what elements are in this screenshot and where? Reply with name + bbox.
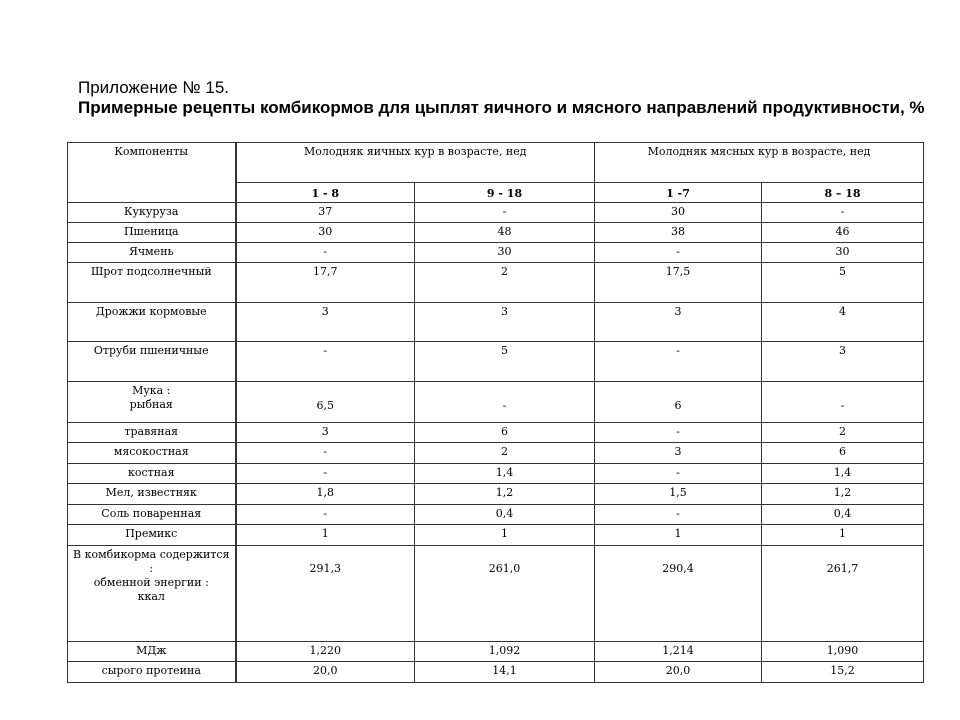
value-cell: - xyxy=(595,243,762,263)
header-age: 1 - 8 xyxy=(236,183,415,203)
header-age: 1 -7 xyxy=(595,183,762,203)
value-cell: 1 xyxy=(762,525,924,546)
header-meat-group: Молодняк мясных кур в возрасте, нед xyxy=(595,143,924,183)
value-cell: 3 xyxy=(236,423,415,443)
value-cell: 1 xyxy=(595,525,762,546)
header-egg-group: Молодняк яичных кур в возрасте, нед xyxy=(236,143,595,183)
value-cell: 1,220 xyxy=(236,642,415,662)
table-title: Примерные рецепты комбикормов для цыплят яичного и мясного направлений продуктивности, % xyxy=(78,98,925,117)
value-cell: 2 xyxy=(415,263,595,303)
component-name-line: Мука : xyxy=(132,384,171,397)
value-cell: 1 xyxy=(236,525,415,546)
value-cell: 30 xyxy=(762,243,924,263)
value-cell: - xyxy=(236,505,415,525)
table-row xyxy=(68,443,924,464)
value-cell: 1,090 xyxy=(762,642,924,662)
component-name-cell: Соль поваренная xyxy=(68,505,236,525)
component-name-line: обменной энергии : xyxy=(93,576,209,589)
component-name-cell xyxy=(68,382,236,423)
component-name-line: В комбикорма содержится : xyxy=(73,548,230,575)
table-row xyxy=(68,423,924,443)
component-name-cell: костная xyxy=(68,464,236,484)
table-row xyxy=(68,203,924,223)
value-cell: - xyxy=(762,203,924,223)
value-cell: 6 xyxy=(762,443,924,464)
value-cell: - xyxy=(236,443,415,464)
component-name-cell xyxy=(68,546,236,642)
value-cell: 2 xyxy=(415,443,595,464)
value-cell: - xyxy=(236,464,415,484)
value-cell: - xyxy=(595,505,762,525)
table-row xyxy=(68,505,924,525)
value-cell: 6 xyxy=(415,423,595,443)
value-cell: 1,2 xyxy=(762,484,924,505)
value-cell: 14,1 xyxy=(415,662,595,683)
value-cell: - xyxy=(762,382,924,423)
value-cell: - xyxy=(236,243,415,263)
value-cell: 37 xyxy=(236,203,415,223)
component-name-cell: Мел, известняк xyxy=(68,484,236,505)
value-cell: 290,4 xyxy=(595,546,762,642)
component-name-cell: травяная xyxy=(68,423,236,443)
value-cell: 1,092 xyxy=(415,642,595,662)
appendix-number: Приложение № 15. xyxy=(78,78,230,97)
value-cell: 1,4 xyxy=(415,464,595,484)
component-name-cell: Кукуруза xyxy=(68,203,236,223)
value-cell: 30 xyxy=(595,203,762,223)
page-heading xyxy=(78,78,938,118)
value-cell: 3 xyxy=(236,303,415,342)
table-row xyxy=(68,382,924,423)
value-cell: - xyxy=(415,203,595,223)
value-cell: 3 xyxy=(595,443,762,464)
value-cell: - xyxy=(595,342,762,382)
table-row xyxy=(68,662,924,683)
component-name-cell: Шрот подсолнечный xyxy=(68,263,236,303)
value-cell: - xyxy=(236,342,415,382)
value-cell: 1,5 xyxy=(595,484,762,505)
component-name-line: рыбная xyxy=(129,398,173,411)
value-cell: 261,0 xyxy=(415,546,595,642)
table-row xyxy=(68,642,924,662)
value-cell: 30 xyxy=(415,243,595,263)
component-name-cell: Ячмень xyxy=(68,243,236,263)
value-cell: 3 xyxy=(415,303,595,342)
value-cell: 1 xyxy=(415,525,595,546)
value-cell: 291,3 xyxy=(236,546,415,642)
value-cell: 38 xyxy=(595,223,762,243)
value-cell: 2 xyxy=(762,423,924,443)
feed-recipes-table xyxy=(67,142,924,683)
value-cell: 6 xyxy=(595,382,762,423)
header-age: 9 - 18 xyxy=(415,183,595,203)
value-cell: 5 xyxy=(415,342,595,382)
value-cell: 0,4 xyxy=(762,505,924,525)
table-body xyxy=(68,203,924,683)
value-cell: 5 xyxy=(762,263,924,303)
header-row-groups xyxy=(68,143,924,183)
component-name-cell: Дрожжи кормовые xyxy=(68,303,236,342)
header-components: Компоненты xyxy=(68,143,236,203)
table-row xyxy=(68,263,924,303)
value-cell: - xyxy=(595,423,762,443)
header-age: 8 – 18 xyxy=(762,183,924,203)
component-name-cell: Пшеница xyxy=(68,223,236,243)
value-cell: 1,2 xyxy=(415,484,595,505)
table-row xyxy=(68,464,924,484)
table-row xyxy=(68,223,924,243)
value-cell: 48 xyxy=(415,223,595,243)
value-cell: 1,214 xyxy=(595,642,762,662)
table-row xyxy=(68,243,924,263)
table-row xyxy=(68,342,924,382)
value-cell: 0,4 xyxy=(415,505,595,525)
value-cell: 4 xyxy=(762,303,924,342)
table-row xyxy=(68,303,924,342)
value-cell: 3 xyxy=(595,303,762,342)
value-cell: 1,4 xyxy=(762,464,924,484)
value-cell: - xyxy=(595,464,762,484)
component-name-cell: Премикс xyxy=(68,525,236,546)
value-cell: 17,5 xyxy=(595,263,762,303)
component-name-line: ккал xyxy=(137,590,165,603)
value-cell: 46 xyxy=(762,223,924,243)
component-name-cell: сырого протеина xyxy=(68,662,236,683)
component-name-cell: МДж xyxy=(68,642,236,662)
value-cell: 6,5 xyxy=(236,382,415,423)
component-name-cell: Отруби пшеничные xyxy=(68,342,236,382)
value-cell: 30 xyxy=(236,223,415,243)
value-cell: 261,7 xyxy=(762,546,924,642)
value-cell: - xyxy=(415,382,595,423)
value-cell: 15,2 xyxy=(762,662,924,683)
table-row xyxy=(68,525,924,546)
component-name-cell: мясокостная xyxy=(68,443,236,464)
value-cell: 17,7 xyxy=(236,263,415,303)
value-cell: 20,0 xyxy=(595,662,762,683)
value-cell: 1,8 xyxy=(236,484,415,505)
table-row xyxy=(68,546,924,642)
table-row xyxy=(68,484,924,505)
value-cell: 20,0 xyxy=(236,662,415,683)
value-cell: 3 xyxy=(762,342,924,382)
